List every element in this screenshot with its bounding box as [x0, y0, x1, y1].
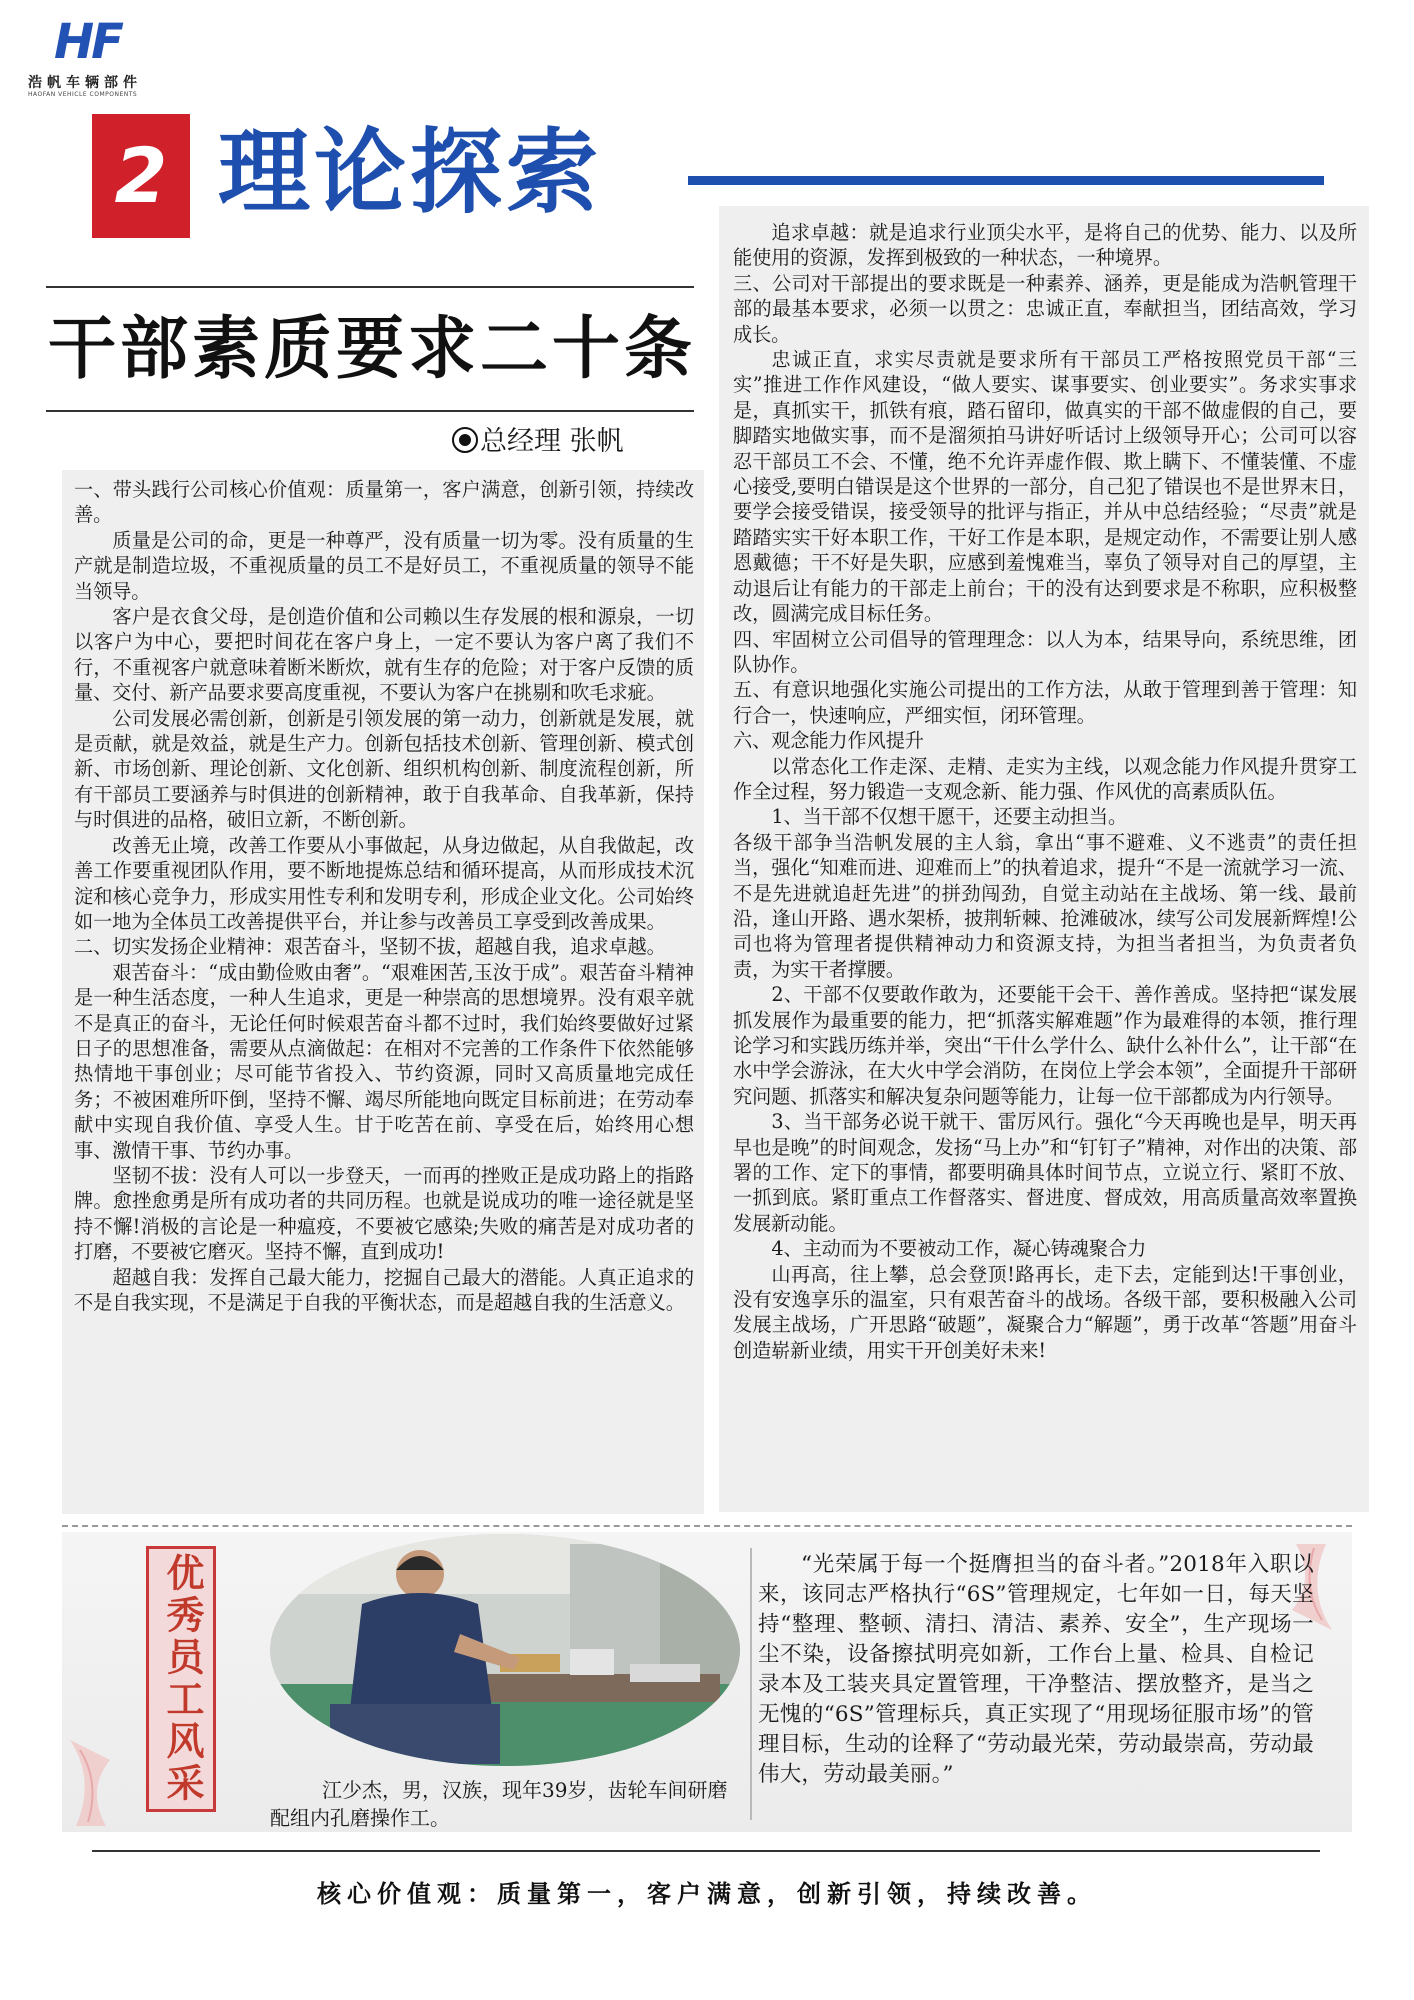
- bullet-icon: [452, 427, 478, 453]
- logo-name-en: HAOFAN VEHICLE COMPONENTS: [28, 91, 138, 98]
- article-paragraph: 质量是公司的命，更是一种尊严，没有质量一切为零。没有质量的生产就是制造垃圾，不重视质量的员工不是好员工，不重视质量的领导不能当领导。: [74, 528, 694, 603]
- article-paragraph: 山再高，往上攀，总会登顶!路再长，走下去，定能到达!干事创业，没有安逸享乐的温室，只有艰苦奋斗的战场。各级干部，要积极融入公司发展主战场，广开思路“破题”，凝聚合力“解题”，勇于改革“答题”用奋斗创造崭新业绩，用实干开创美好未来!: [733, 1262, 1357, 1362]
- byline: [452, 424, 624, 460]
- article-paragraph: 各级干部争当浩帆发展的主人翁，拿出“事不避难、义不逃责”的责任担当，强化“知难而进、迎难而上”的执着追求，提升“不是一流就学习一流、不是先进就追赶先进”的拼劲闯劲，自觉主动站在主战场、第一线、最前沿，逢山开路、遇水架桥，披荆斩棘、抢滩破冰，续写公司发展新辉煌!公司也将为管理者提供精神动力和资源支持，为担当者担当，为负责者负责，为实干者撑腰。: [733, 830, 1357, 981]
- article-paragraph: 追求卓越：就是追求行业顶尖水平，是将自己的优势、能力、以及所能使用的资源，发挥到极致的一种状态，一种境界。: [733, 221, 1357, 270]
- logo-name-cn: 浩帆车辆部件: [28, 75, 142, 91]
- employee-caption: 江少杰，男，汉族，现年39岁，齿轮车间研磨配组内孔磨操作工。: [270, 1778, 728, 1830]
- article-paragraph: 客户是衣食父母，是创造价值和公司赖以生存发展的根和源泉，一切以客户为中心，要把时间花在客户身上，一定不要认为客户离了我们不行，不重视客户就意味着断米断炊，就有生存的危险；对于客户反馈的质量、交付、新产品要求要高度重视，不要认为客户在挑剔和吹毛求疵。: [74, 605, 694, 705]
- article-paragraph: 六、观念能力作风提升: [733, 729, 924, 753]
- article-paragraph: 二、切实发扬企业精神：艰苦奋斗，坚韧不拔，超越自我，追求卓越。: [74, 935, 666, 959]
- article-paragraph: 一、带头践行公司核心价值观：质量第一，客户满意，创新引领，持续改善。: [74, 478, 694, 527]
- company-logo: [28, 14, 188, 98]
- profile-divider: [750, 1548, 752, 1820]
- article-paragraph: 1、当干部不仅想干愿干，还要主动担当。: [771, 805, 1128, 829]
- article-paragraph: 改善无止境，改善工作要从小事做起，从身边做起，从自我做起，改善工作要重视团队作用，要不断地提炼总结和循环提高，从而形成技术沉淀和核心竞争力，形成实用性专利和发明专利，形成企业文化。公司始终如一地为全体员工改善提供平台，并让参与改善员工享受到改善成果。: [74, 833, 694, 933]
- employee-profile: [758, 1550, 1314, 1790]
- article-paragraph: 公司发展必需创新，创新是引领发展的第一动力，创新就是发展，就是贡献，就是效益，就是生产力。创新包括技术创新、管理创新、模式创新、市场创新、理论创新、文化创新、组织机构创新、制度流程创新，所有干部员工要涵养与时俱进的创新精神，敢于自我革命、自我革新，保持与时俱进的品格，破旧立新，不断创新。: [74, 706, 694, 832]
- section-title: 理论探索: [218, 119, 603, 226]
- title-rule-top: [46, 286, 694, 288]
- article-paragraph: 超越自我：发挥自己最大能力，挖掘自己最大的潜能。人真正追求的不是自我实现，不是满足于自我的平衡状态，而是超越自我的生活意义。: [74, 1265, 694, 1314]
- article-left-column: [62, 470, 704, 1514]
- article-paragraph: 忠诚正直，求实尽责就是要求所有干部员工严格按照党员干部“三实”推进工作作风建设，“做人要实、谋事要实、创业要实”。务求实事求是，真抓实干，抓铁有痕，踏石留印，做真实的干部不做虚假的自己，要脚踏实地做实事，而不是溜须拍马讲好听话讨上级领导开心；公司可以容忍干部员工不会、不懂，绝不允许弄虚作假、欺上瞒下、不懂装懂、不虚心接受,要明白错误是这个世界的一部分，自己犯了错误也不是世界末日，要学会接受错误，接受领导的批评与指正，并从中总结经验；“尽责”就是踏踏实实干好本职工作，干好工作是本职，是规定动作，不需要让别人感恩戴德；干不好是失职，应感到羞愧难当，辜负了领导对自己的厚望，主动退后让有能力的干部走上前台；干的没有达到要求是不称职，应积极整改，圆满完成目标任务。: [733, 348, 1357, 626]
- logo-mark: HF: [54, 14, 121, 70]
- article-paragraph: 艰苦奋斗：“成由勤俭败由奢”。“艰难困苦,玉汝于成”。艰苦奋斗精神是一种生活态度，一种人生追求，更是一种崇高的思想境界。没有艰辛就不是真正的奋斗，无论任何时候艰苦奋斗都不过时，我们始终要做好过紧日子的思想准备，需要从点滴做起：在相对不完善的工作条件下依然能够热情地干事创业；尽可能节省投入、节约资源，同时又高质量地完成任务；不被困难所吓倒，坚持不懈、竭尽所能地向既定目标前进；在劳动奉献中实现自我价值、享受人生。甘于吃苦在前、享受在后，始终用心想事、激情干事、节约办事。: [74, 960, 694, 1162]
- employee-profile-text: “光荣属于每一个挺膺担当的奋斗者。”2018年入职以来，该同志严格执行“6S”管理规定，七年如一日，每天坚持“整理、整顿、清扫、清洁、素养、安全”，生产现场一尘不染，设备擦拭明亮如新，工作台上量、检具、自检记录本及工装夹具定置管理，干净整洁、摆放整齐，是当之无愧的“6S”管理标兵，真正实现了“用现场征服市场”的管理目标，生动的诠释了“劳动最光荣，劳动最崇高，劳动最伟大，劳动最美丽。”: [758, 1552, 1314, 1787]
- employee-section-label: 优秀员工风采: [146, 1546, 216, 1812]
- article-paragraph: 坚韧不拔：没有人可以一步登天，一而再的挫败正是成功路上的指路牌。愈挫愈勇是所有成功者的共同历程。也就是说成功的唯一途径就是坚持不懈!消极的言论是一种瘟疫，不要被它感染;失败的痛苦是对成功者的打磨，不要被它磨灭。坚持不懈，直到成功!: [74, 1163, 694, 1264]
- footer-slogan: 核心价值观：质量第一，客户满意，创新引领，持续改善。: [317, 1880, 1097, 1908]
- title-rule-bottom: [46, 410, 694, 412]
- article-paragraph: 四、牢固树立公司倡导的管理理念：以人为本，结果导向，系统思维，团队协作。: [733, 627, 1357, 676]
- article-paragraph: 三、公司对干部提出的要求既是一种素养、涵养，更是能成为浩帆管理干部的最基本要求，必须一以贯之：忠诚正直，奉献担当，团结高效，学习成长。: [733, 271, 1357, 346]
- corner-ornament-left: [66, 1730, 146, 1830]
- article-paragraph: 五、有意识地强化实施公司提出的工作方法，从敢于管理到善于管理：知行合一，快速响应，严细实恒，闭环管理。: [733, 678, 1357, 727]
- byline-text: 总经理 张帆: [480, 426, 624, 457]
- article-paragraph: 以常态化工作走深、走精、走实为主线，以观念能力作风提升贯穿工作全过程，努力锻造一支观念新、能力强、作风优的高素质队伍。: [733, 754, 1357, 803]
- article-title: 干部素质要求二十条: [48, 310, 697, 389]
- article-paragraph: 4、主动而为不要被动工作，凝心铸魂聚合力: [771, 1237, 1147, 1261]
- article-paragraph: 3、当干部务必说干就干、雷厉风行。强化“今天再晚也是早，明天再早也是晚”的时间观念，发扬“马上办”和“钉钉子”精神，对作出的决策、部署的工作、定下的事情，都要明确具体时间节点，立说立行、紧盯不放、一抓到底。紧盯重点工作督落实、督进度、督成效，用高质量高效率置换发展新动能。: [733, 1110, 1357, 1235]
- section-number: 2: [92, 114, 190, 238]
- employee-photo: [270, 1534, 740, 1766]
- article-paragraph: 2、干部不仅要敢作敢为，还要能干会干、善作善成。坚持把“谋发展抓发展作为最重要的能力，把“抓落实解难题”作为最难得的本领，推行理论学习和实践历练并举，突出“干什么学什么、缺什么补什么”，让干部“在水中学会游泳，在大火中学会消防，在岗位上学会本领”，全面提升干部研究问题、抓落实和解决复杂问题等能力，让每一位干部都成为内行领导。: [733, 983, 1357, 1108]
- footer-rule: [92, 1850, 1320, 1852]
- section-rule: [688, 176, 1324, 185]
- article-right-column: [719, 206, 1369, 1512]
- dashed-divider: [62, 1525, 1352, 1527]
